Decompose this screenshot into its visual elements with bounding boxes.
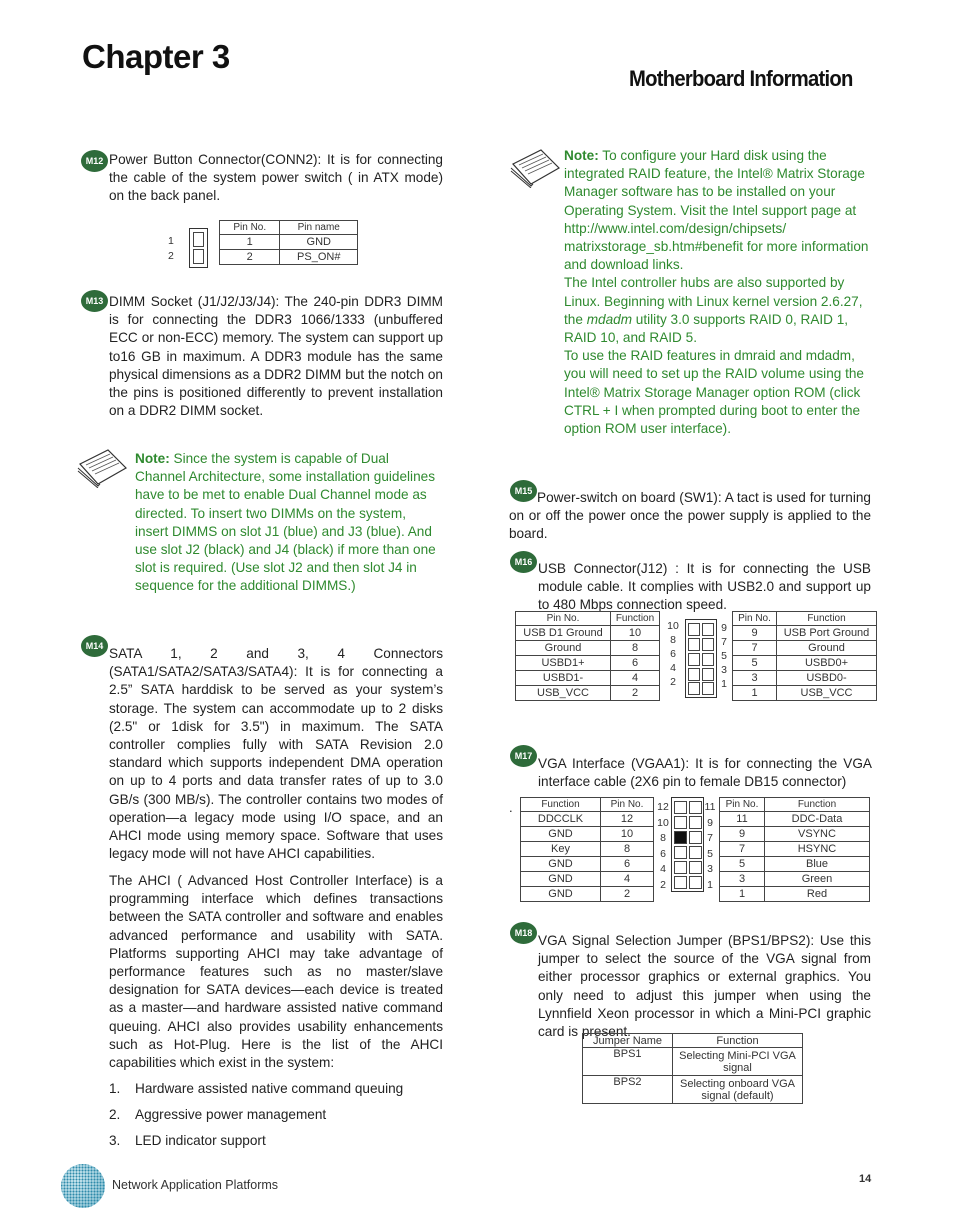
- table-cell: 9: [720, 827, 765, 842]
- m12-pin-label-1: 1: [168, 235, 174, 247]
- m15-badge: M15: [510, 480, 537, 502]
- list-item-number: 1.: [109, 1081, 121, 1096]
- table-cell: 8: [611, 641, 660, 656]
- table-cell: HSYNC: [765, 842, 870, 857]
- pin-label: 9: [707, 816, 713, 829]
- m17-left-table: [520, 797, 654, 902]
- m16-left-table: [515, 611, 660, 701]
- table-cell: 5: [720, 857, 765, 872]
- m17-badge: M17: [510, 745, 537, 767]
- table-header: Pin No.: [220, 221, 280, 235]
- table-cell: 2: [601, 887, 654, 902]
- pin-label: 1: [721, 678, 727, 690]
- m12-badge: M12: [81, 150, 108, 172]
- table-cell: 3: [720, 872, 765, 887]
- m12-description: Power Button Connector(CONN2): It is for connecting the cable of the system power switch ( in ATX mode) on the back panel.: [109, 152, 443, 204]
- pin-label: 6: [670, 648, 676, 660]
- note-raid: [564, 147, 872, 438]
- table-cell: Ground: [777, 641, 877, 656]
- chapter-title: Chapter 3: [82, 38, 230, 75]
- table-header: Pin name: [280, 221, 358, 235]
- table-header: Pin No.: [733, 612, 777, 626]
- table-header: Pin No.: [601, 798, 654, 812]
- table-header: Function: [765, 798, 870, 812]
- m17-left-pin-labels: [656, 800, 670, 893]
- note-text: The Intel controller hubs are also supported by Linux. Beginning with Linux kernel version 2.6.27, the: [564, 275, 863, 327]
- table-header: Function: [521, 798, 601, 812]
- table-cell: 1: [220, 235, 280, 250]
- pin-label: 12: [657, 801, 669, 813]
- table-cell: 6: [601, 857, 654, 872]
- m13-description: DIMM Socket (J1/J2/J3/J4): The 240-pin DDR3 DIMM is for connecting the DDR3 1066/1333 (unbuffered ECC or non-ECC) memory. The system can support up to16 GB in maximum. A DDR3 module has the same physical dimensions as a DDR2 DIMM but the notch on the pins is positioned differently to prevent installation on a DDR2 DIMM socket.: [109, 294, 443, 419]
- m16-connector-diagram: [685, 619, 717, 698]
- table-header: Function: [673, 1034, 803, 1048]
- table-cell: 2: [220, 250, 280, 265]
- table-cell: 9: [733, 626, 777, 641]
- note-dual-channel: [135, 450, 440, 596]
- table-cell: GND: [521, 857, 601, 872]
- table-cell: USBD0+: [777, 656, 877, 671]
- table-cell: GND: [521, 887, 601, 902]
- table-cell: USB_VCC: [516, 686, 611, 701]
- table-cell: 1: [733, 686, 777, 701]
- table-cell: Selecting onboard VGA signal (default): [673, 1076, 803, 1104]
- table-cell: 4: [601, 872, 654, 887]
- m14-badge: M14: [81, 635, 108, 657]
- m18-description: VGA Signal Selection Jumper (BPS1/BPS2): Use this jumper to select the source of the VGA signal from either processor graphics or external graphics. You only need to adjust this jumper when using the Lynnfield Xeon processor in which a Mini-PCI graphic card is present.: [538, 933, 871, 1040]
- pin-label: 5: [721, 650, 727, 662]
- list-item: Hardware assisted native command queuing: [135, 1081, 404, 1096]
- m12-pin-label-2: 2: [168, 250, 174, 262]
- m13-badge: M13: [81, 290, 108, 312]
- table-cell: 10: [611, 626, 660, 641]
- page-number: 14: [859, 1173, 872, 1185]
- pin-label: 5: [707, 847, 713, 860]
- pin-label: 7: [707, 832, 713, 844]
- table-cell: Ground: [516, 641, 611, 656]
- table-cell: 3: [733, 671, 777, 686]
- table-cell: Selecting Mini-PCI VGA signal: [673, 1048, 803, 1076]
- note-pad-icon: [74, 446, 130, 493]
- m18-badge: M18: [510, 922, 537, 944]
- table-header: Pin No.: [720, 798, 765, 812]
- pin-label: 10: [657, 816, 669, 829]
- table-cell: 6: [611, 656, 660, 671]
- table-cell: BPS1: [583, 1048, 673, 1076]
- table-cell: DDCCLK: [521, 812, 601, 827]
- footer-company: Network Application Platforms: [112, 1178, 279, 1192]
- note-emphasis: mdadm: [586, 311, 633, 327]
- table-cell: Blue: [765, 857, 870, 872]
- m16-badge: M16: [510, 551, 537, 573]
- m12-connector-diagram: [189, 228, 208, 268]
- stray-dot: .: [509, 800, 513, 815]
- table-cell: USB_VCC: [777, 686, 877, 701]
- table-header: Function: [611, 612, 660, 626]
- note-pad-icon: [507, 146, 563, 193]
- table-cell: Red: [765, 887, 870, 902]
- m16-right-pin-labels: [718, 621, 730, 691]
- table-cell: GND: [521, 872, 601, 887]
- table-cell: BPS2: [583, 1076, 673, 1104]
- table-cell: VSYNC: [765, 827, 870, 842]
- pin-label: 2: [670, 676, 676, 688]
- list-item-number: 3.: [109, 1133, 121, 1148]
- m17-description: VGA Interface (VGAA1): It is for connecting the VGA interface cable (2X6 pin to female DB15 connector): [538, 756, 872, 790]
- note-label: Note:: [564, 148, 599, 163]
- table-cell: USBD1-: [516, 671, 611, 686]
- m18-jumper-table: [582, 1033, 803, 1104]
- pin-label: 4: [670, 662, 676, 674]
- pin-label: 11: [704, 801, 716, 813]
- table-cell: 2: [611, 686, 660, 701]
- list-item-number: 2.: [109, 1107, 121, 1122]
- note-text: To use the RAID features in dmraid and mdadm, you will need to set up the RAID volume using the Intel® Matrix Storage Manager option ROM (click CTRL + I when prompted during boot to enter the option ROM user interface).: [564, 348, 864, 437]
- table-cell: Green: [765, 872, 870, 887]
- table-cell: USBD0-: [777, 671, 877, 686]
- table-cell: 7: [733, 641, 777, 656]
- pin-label: 8: [660, 832, 666, 844]
- table-cell: USBD1+: [516, 656, 611, 671]
- table-header: Pin No.: [516, 612, 611, 626]
- table-cell: DDC-Data: [765, 812, 870, 827]
- m17-right-table: [719, 797, 870, 902]
- m16-right-table: [732, 611, 877, 701]
- note-text: To configure your Hard disk using the integrated RAID feature, the Intel® Matrix Storage Manager software has to be installed on your Operating System. Visit the Intel support page at http://www.intel.com/design/chipsets/ matrixstorage_sb.htm#benefit for more information and download links.: [564, 148, 869, 273]
- table-cell: PS_ON#: [280, 250, 358, 265]
- pin-label: 6: [660, 847, 666, 860]
- note-linux-paragraph: [564, 274, 872, 347]
- pin-label: 8: [670, 634, 676, 646]
- table-cell: USB D1 Ground: [516, 626, 611, 641]
- table-cell: GND: [521, 827, 601, 842]
- table-cell: Key: [521, 842, 601, 857]
- pin-label: 7: [721, 636, 727, 648]
- m14-description: SATA 1, 2 and 3, 4 Connectors (SATA1/SATA2/SATA3/SATA4): It is for connecting a 2.5” SATA harddisk to be served as your system’s storage. The system can accommodate up to 2 disks (2.5" or 1disk for 3.5") in maximum. The SATA controller complies fully with SATA Revision 2.0 standard which supports independent DMA operation on up to 4 ports and data transfer rates of up to 3.0 GB/s (300 MB/s). The controller contains two modes of operation—a legacy mode using I/O space, and an AHCI mode using memory space. Software that uses legacy mode will not have AHCI capabilities.: [109, 646, 443, 862]
- pin-label: 1: [707, 878, 713, 891]
- table-cell: 10: [601, 827, 654, 842]
- m17-connector-diagram: [671, 797, 704, 892]
- table-cell: 1: [720, 887, 765, 902]
- pin-label: 3: [721, 664, 727, 676]
- m14-ahci-description: The AHCI ( Advanced Host Controller Interface) is a programming interface which defines transactions between the SATA controller and software and enables advanced performance and usability with SATA. Platforms supporting AHCI may take advantage of performance features such as no master/slave designation for SATA devices—each device is treated as a master—and hardware assisted native command queuing. AHCI also provides usability enhancements such as Hot-Plug. Here is the list of the AHCI capabilities which exist in the system:: [109, 873, 443, 1071]
- pin-label: 4: [660, 863, 666, 875]
- table-cell: USB Port Ground: [777, 626, 877, 641]
- table-cell: 4: [611, 671, 660, 686]
- table-cell: 5: [733, 656, 777, 671]
- company-logo-icon: [60, 1163, 106, 1214]
- table-cell: 8: [601, 842, 654, 857]
- note-text: Since the system is capable of Dual Channel Architecture, some installation guidelines have to be met to enable Dual Channel mode as directed. To insert two DIMMs on the system, insert DIMMS on slot J1 (blue) and J3 (blue). And use slot J2 (black) and J4 (black) if more than one slot is required. (Use slot J2 and then slot J4 in sequence for the additional DIMMS.): [135, 451, 436, 594]
- note-label: Note:: [135, 451, 170, 466]
- m17-right-pin-labels: [704, 800, 716, 893]
- pin-label: 10: [667, 620, 679, 632]
- table-cell: 11: [720, 812, 765, 827]
- table-cell: GND: [280, 235, 358, 250]
- table-header: Function: [777, 612, 877, 626]
- note-text: utility 3.0 supports RAID 0, RAID 1, RAID 10, and RAID 5.: [564, 311, 849, 346]
- table-cell: 7: [720, 842, 765, 857]
- section-title: Motherboard Information: [629, 66, 853, 91]
- pin-label: 9: [721, 622, 727, 634]
- m15-description: Power-switch on board (SW1): A tact is used for turning on or off the power once the power supply is applied to the board.: [509, 490, 871, 542]
- list-item: LED indicator support: [135, 1133, 266, 1148]
- m16-left-pin-labels: [666, 619, 680, 689]
- m12-pin-table: [219, 220, 358, 265]
- m16-description: USB Connector(J12) : It is for connecting the USB module cable. It complies with USB2.0 and support up to 480 Mbps connection speed.: [538, 561, 871, 613]
- table-cell: 12: [601, 812, 654, 827]
- table-header: Jumper Name: [583, 1034, 673, 1048]
- pin-label: 2: [660, 878, 666, 891]
- list-item: Aggressive power management: [135, 1107, 327, 1122]
- pin-label: 3: [707, 863, 713, 875]
